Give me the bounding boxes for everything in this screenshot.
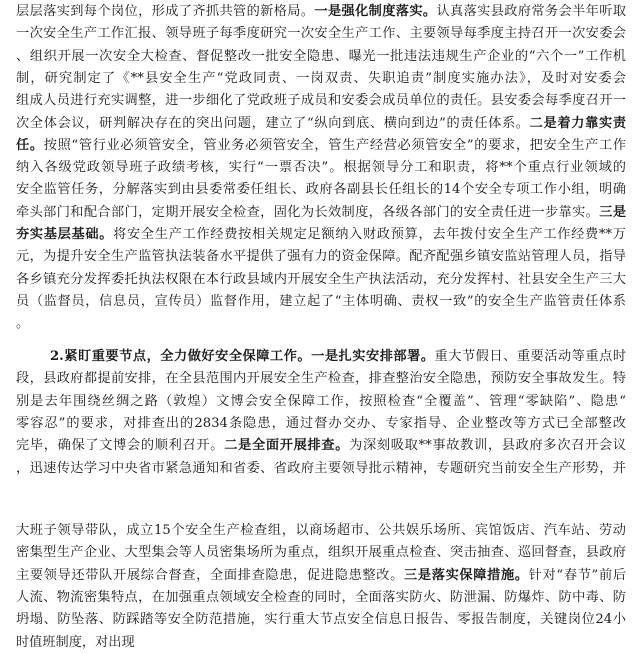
text-run: 制，研究制定了《**县安全生产“党政同责、一岗双责、失职追责”制度实施办法》，及时对安委会 <box>16 70 626 86</box>
bold-heading-run: 一是强化制度落实。 <box>314 4 437 19</box>
text-line <box>16 391 626 413</box>
text-run: 、组织开展一次安全大检查、督促整改一批安全隐患、曝光一批违法违规生产企业的“六个一”工作机 <box>16 48 626 64</box>
text-line <box>16 202 626 224</box>
text-run: 各乡镇充分发挥委托执法权限在本行政县域内开展安全生产执法活动，充分发挥村、社县安全生产三大 <box>16 271 626 287</box>
text-line <box>16 435 626 457</box>
text-line <box>16 157 626 179</box>
text-run: 将安全生产工作经费按相关规定足额纳入财政预算，去年拨付安全生产工作经费**万 <box>113 227 626 242</box>
text-line <box>16 246 626 268</box>
text-line <box>16 1 626 23</box>
text-line <box>16 113 626 135</box>
text-line <box>16 565 626 587</box>
bold-heading-run: 2.紧盯重要节点，全力做好安全保障工作。一是扎实安排部署。 <box>50 349 435 364</box>
text-line <box>16 23 626 45</box>
text-line <box>16 413 626 435</box>
bold-heading-run: 三是 <box>599 204 627 220</box>
text-line <box>16 68 626 90</box>
text-run: 纳入各级党政领导班子政绩考核，实行“一票否决”。根据领导分工和职责，将**个重点行业领域的 <box>16 160 626 176</box>
text-run: 层层落实到每个岗位，形成了齐抓共管的新格局。 <box>16 4 315 19</box>
text-run: 大班子领导带队，成立15个安全生产检查组，以商场超市、公共娱乐场所、宾馆饭店、汽车站、劳动 <box>16 523 626 538</box>
text-run: 坍塌、防坠落、防踩踏等安全防范措施，实行重大节点安全信息日报告、零报告制度，关键岗位24小 <box>16 612 626 628</box>
text-line <box>16 609 626 631</box>
text-run: 零容忍”的要求，对排查出的2834条隐患，通过督办交办、专家指导、企业整改等方式已全部整改 <box>16 415 626 431</box>
text-run: 别是去年围绕丝绸之路（敦煌）文博会安全保障工作，按照检查“全覆盖”、管理“零缺陷”、隐患“ <box>16 393 626 409</box>
bold-heading-run: 二是全面开展排查。 <box>224 438 350 454</box>
text-run: 按照“管行业必须管安全，管业务必须管安全，管生产经营必须管安全”的要求，把安全生产工作 <box>43 137 627 153</box>
text-run: ，迅速传达学习中央省市紧急通知和省委、省政府主要领导批示精神，专题研究当前安全生产形势，并 <box>16 460 626 476</box>
bold-heading-run: 三是落实保障措施。 <box>404 567 529 583</box>
text-run: 段，县政府都提前安排，在全县范围内开展安全生产检查，排查整治安全隐患，预防安全事故发生。特 <box>16 371 626 387</box>
text-line <box>16 632 626 654</box>
page-gap <box>0 476 640 516</box>
text-run: 为深刻吸取**事故教训，县政府多次召开会议 <box>349 438 627 454</box>
text-line <box>50 346 626 368</box>
bold-heading-run: 任。 <box>16 137 44 153</box>
text-run: 认真落实县政府常务会半年听取 <box>436 4 627 19</box>
bold-heading-run: 夯实基层基础。 <box>16 227 114 242</box>
text-line <box>16 368 626 390</box>
text-run: 密集型生产企业、大型集会等人员密集场所为重点，组织开展重点检查、突击抽查、巡回督查，县政府 <box>16 545 626 561</box>
text-line <box>16 90 626 112</box>
text-run: 完毕，确保了文博会的顺利召开。 <box>16 438 225 454</box>
text-run: 元，为提升安全生产监管执法装备水平提供了强有力的资金保障。配齐配强乡镇安监站管理人员，指导 <box>16 249 626 265</box>
text-run: 时值班制度，对出现 <box>16 634 135 650</box>
text-line <box>16 520 626 542</box>
text-run: 。 <box>16 316 30 332</box>
text-line <box>16 135 626 157</box>
text-line <box>16 179 626 201</box>
text-run: 人流、物流密集特点，在加强重点领域安全检查的同时，全面落实防火、防泄漏、防爆炸、防中毒、防 <box>16 589 626 605</box>
text-line <box>16 46 626 68</box>
text-run: 组成人员进行充实调整，进一步细化了党政班子成员和安委会成员单位的责任。县安委会每季度召开一 <box>16 93 626 109</box>
text-run: 安全监管任务，分解落实到由县委常委任组长、政府各副县长任组长的14个安全专项工作小组，明确 <box>16 182 626 198</box>
text-run: 牵头部门和配合部门，定期开展安全检查，固化为长效制度，各级各部门的安全责任进一步靠实。 <box>16 204 600 220</box>
text-run: 一次安全生产工作汇报、领导班子每季度研究一次安全生产工作、主要领导每季度主持召开一次安委会 <box>16 26 626 42</box>
text-line <box>16 291 626 313</box>
text-run: 主要领导还带队开展综合督查，全面排查隐患，促进隐患整改。 <box>16 567 404 583</box>
bold-heading-run: 二是着力靠实责 <box>529 115 627 131</box>
text-line <box>16 313 626 335</box>
text-run: 重大节假日、重要活动等重点时 <box>434 349 627 364</box>
text-run: 次全体会议，研判解决存在的突出问题，建立了“纵向到底、横向到边”的责任体系。 <box>16 115 530 131</box>
text-line <box>16 542 626 564</box>
text-run: 针对“春节”前后 <box>528 567 627 583</box>
text-run: 员（监督员，信息员，宣传员）监督作用，建立起了“主体明确、责权一致”的安全生产监管责任体系 <box>16 293 626 309</box>
text-line <box>16 224 626 246</box>
text-line <box>16 587 626 609</box>
text-line <box>16 269 626 291</box>
